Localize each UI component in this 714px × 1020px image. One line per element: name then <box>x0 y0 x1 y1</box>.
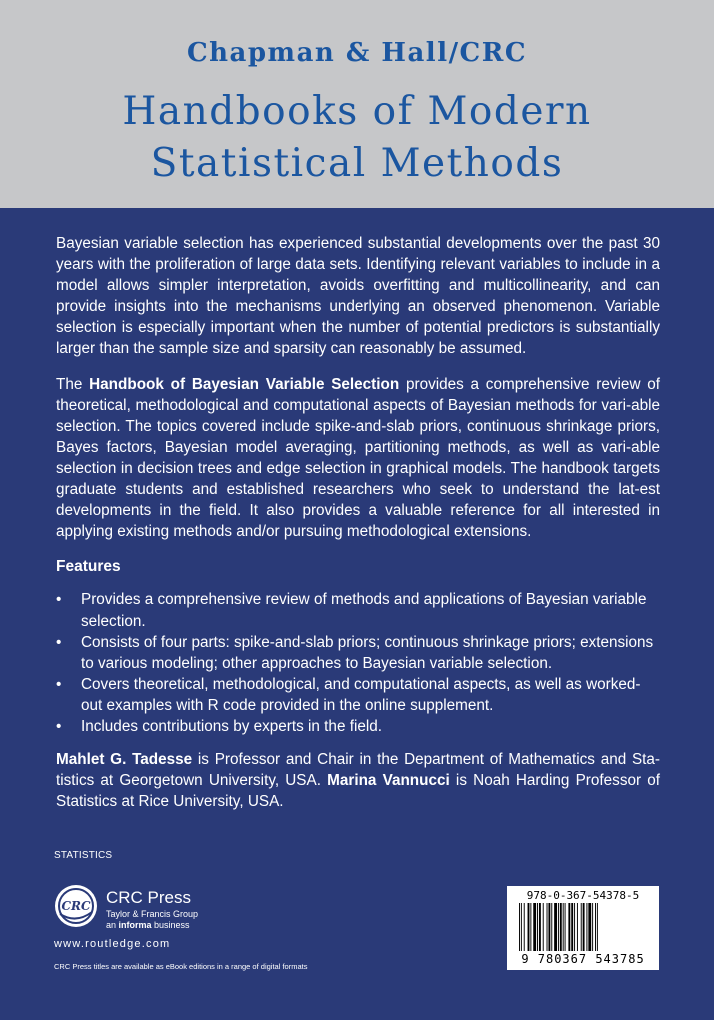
author-2-bio: is Noah Harding Professor of Statistics at Rice University, USA. <box>56 772 660 811</box>
isbn-barcode <box>507 886 659 970</box>
tagline-suffix: business <box>151 920 190 930</box>
publisher-name: CRC Press <box>106 888 192 907</box>
tagline-prefix: an <box>106 920 119 930</box>
publisher-group: Taylor & Francis Group <box>106 909 199 919</box>
tagline-brand: informa <box>118 920 152 930</box>
description-paragraph-2 <box>56 374 660 543</box>
isbn-number: 978-0-367-54378-5 <box>526 889 640 902</box>
series-title-line-2: Statistical Methods <box>150 141 564 186</box>
author-bios <box>56 749 660 812</box>
description-paragraph-1: Bayesian variable selection has experienced substantial developments over the past 30 years with the proliferation of large data sets. Identifying relevant variables to include in a model allows simpler interpretation, avoids overfitting and multicollinearity, and can provide insights into the mechanisms underlying an observed phenomenon. Variable selection is especially important when the number of potential predictors is substantially larger than the sample size and sparsity can reasonably be assumed. <box>56 235 660 358</box>
publisher-parent <box>106 920 190 930</box>
paragraph-2-rest: provides a comprehensive review of theoretical, methodological and computational aspects of Bayesian methods for vari-able selection. The topics covered include spike-and-slab priors, continuous shrinkage priors, Bayes factors, Bayesian model averaging, partitioning methods, as well as vari-able selection in decision trees and edge selection in graphical models. The handbook targets graduate students and established researchers who seek to understand the lat-est developments in the field. It also provides a valuable reference for all interested in applying existing methods and/or pursuing methodological extensions. <box>56 375 660 541</box>
ebook-note: CRC Press titles are available as eBook editions in a range of digital formats <box>54 962 308 971</box>
author-1-bio: is Professor and Chair in the Department of Mathematics and Sta-tistics at Georgetown University, USA. <box>56 751 661 790</box>
book-title: Handbook of Bayesian Variable Selection <box>89 375 400 393</box>
feature-item: • Includes contributions by experts in the field. <box>56 716 660 737</box>
feature-item: • Covers theoretical, methodological, and computational aspects, as well as worked-out examples with R code provided in the online supplement. <box>56 674 660 716</box>
series-name: Chapman & Hall/CRC <box>186 38 528 68</box>
crc-logo-icon <box>54 884 98 928</box>
barcode-bars-icon <box>519 903 647 951</box>
feature-item: • Consists of four parts: spike-and-slab priors; continuous shrinkage priors; extensions to various modeling; other approaches to Bayesian variable selection. <box>56 632 660 674</box>
series-title-line-1: Handbooks of Modern <box>122 89 592 134</box>
features-heading: Features <box>56 558 121 576</box>
author-2-name: Marina Vannucci <box>327 772 450 790</box>
publisher-block <box>54 884 354 954</box>
paragraph-2-prefix: The <box>56 375 90 393</box>
series-title <box>0 86 714 190</box>
barcode-digits: 9 780367 543785 <box>521 952 645 966</box>
svg-text:CRC: CRC <box>61 899 91 913</box>
publisher-url[interactable]: www.routledge.com <box>54 938 171 950</box>
subject-category: STATISTICS <box>54 850 113 861</box>
series-header <box>0 0 714 208</box>
author-1-name: Mahlet G. Tadesse <box>56 751 193 769</box>
feature-item: • Provides a comprehensive review of methods and applications of Bayesian variable selection. <box>56 589 660 631</box>
book-description <box>56 233 660 826</box>
features-list <box>56 589 660 737</box>
